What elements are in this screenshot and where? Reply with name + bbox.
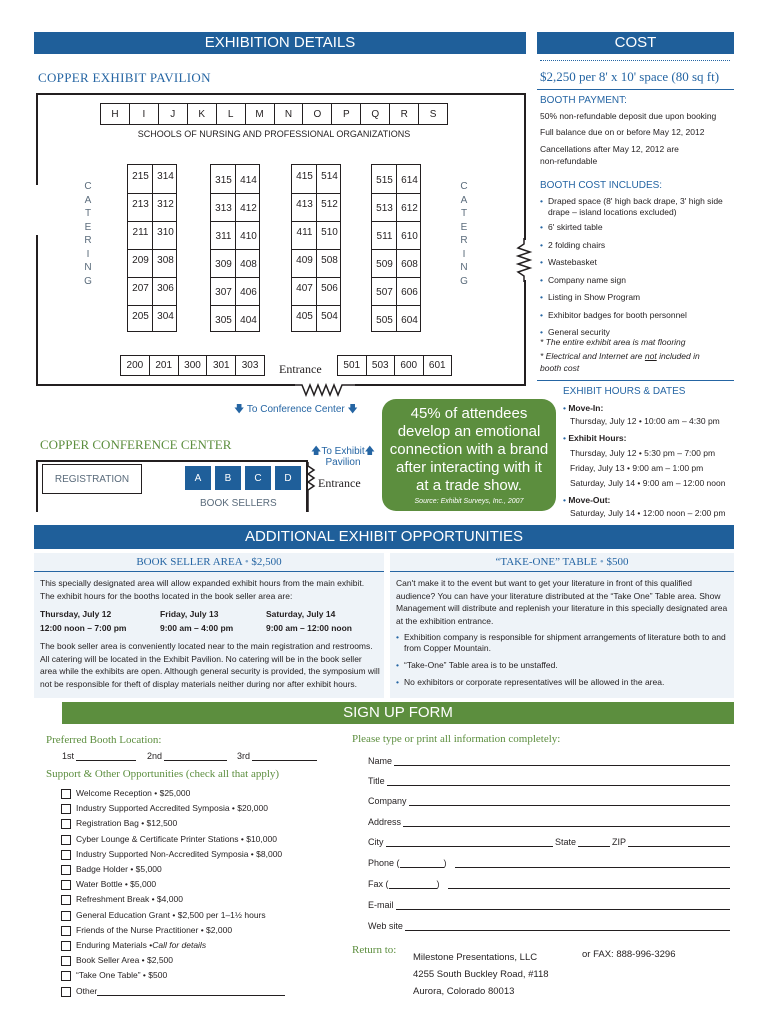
includes-item: • 6' skirted table — [540, 222, 732, 233]
letter-booth: N — [274, 104, 303, 124]
title-field[interactable]: Title — [368, 776, 730, 786]
booth-504: 504 — [321, 311, 338, 322]
option-label: Refreshment Break • $4,000 — [76, 894, 183, 905]
note-mat-flooring: * The entire exhibit area is mat flooring — [540, 337, 686, 347]
callout-text: 45% of attendees develop an emotional connection with a brand after interacting with it at a trade show. — [389, 405, 549, 494]
letter-booths-row — [100, 103, 448, 125]
option-checkbox[interactable] — [61, 987, 71, 997]
letter-booth: S — [418, 104, 447, 124]
booth-513: 513 — [376, 203, 393, 214]
booth-406: 406 — [240, 287, 257, 298]
take-one-bullet: • “Take-One” Table area is to be unstaffed. — [396, 660, 730, 671]
booth-503: 503 — [366, 356, 395, 375]
option-checkbox[interactable] — [61, 819, 71, 829]
catering-letter: G — [84, 275, 92, 287]
booth-415: 415 — [296, 171, 313, 182]
catering-letter: I — [462, 248, 466, 260]
booth-612: 612 — [401, 203, 418, 214]
bottom-booths-right — [337, 355, 452, 376]
catering-letter: R — [460, 235, 468, 246]
preferred-location-title: Preferred Booth Location: — [46, 734, 162, 746]
down-arrow-icon: 🡇 — [347, 404, 358, 415]
booth-A: A — [185, 466, 211, 490]
return-fax: or FAX: 888-996-3296 — [582, 949, 676, 960]
booth-price: $2,250 per 8' x 10' space (80 sq ft) — [540, 69, 720, 84]
book-day-3: Saturday, July 14 9:00 am – 12:00 noon — [266, 609, 352, 633]
booth-column — [371, 164, 421, 332]
booth-313: 313 — [215, 203, 232, 214]
catering-letter: E — [84, 221, 92, 233]
email-field[interactable]: E-mail — [368, 900, 730, 910]
option-label: Industry Supported Accredited Symposia • $20,000 — [76, 803, 268, 814]
option-label: Book Seller Area • $2,500 — [76, 955, 174, 966]
address-field[interactable]: Address — [368, 817, 730, 827]
book-day-1: Thursday, July 12 12:00 noon – 7:00 pm — [40, 609, 127, 633]
booth-301: 301 — [206, 356, 235, 375]
booth-315: 315 — [215, 175, 232, 186]
option-checkbox[interactable] — [61, 911, 71, 921]
registration-area: REGISTRATION — [42, 464, 142, 494]
booth-row-divider — [128, 221, 176, 222]
booth-C: C — [245, 466, 271, 490]
booth-row-divider — [372, 221, 420, 222]
booth-row-divider — [372, 305, 420, 306]
booth-312: 312 — [157, 199, 174, 210]
booth-405: 405 — [296, 311, 313, 322]
catering-letter: A — [84, 194, 92, 206]
option-checkbox[interactable] — [61, 865, 71, 875]
booth-508: 508 — [321, 255, 338, 266]
booth-row-divider — [128, 249, 176, 250]
option-checkbox[interactable] — [61, 804, 71, 814]
option-label: Cyber Lounge & Certificate Printer Stations • $10,000 — [76, 833, 277, 844]
includes-item: • Exhibitor badges for booth personnel — [540, 310, 732, 321]
call-for-details: Call for details — [152, 940, 207, 950]
take-one-bullet: • Exhibition company is responsible for shipment arrangements of literature both to and from Copper Mountain. — [396, 632, 730, 654]
catering-left — [80, 180, 96, 288]
conference-entrance-break — [306, 462, 316, 512]
option-label: Industry Supported Non-Accredited Symposia • $8,000 — [76, 848, 283, 859]
booth-row-divider — [292, 277, 340, 278]
pref-2nd-field[interactable]: 2nd — [147, 751, 227, 761]
take-one-bullet: • No exhibitors or corporate representatives will be allowed in the area. — [396, 677, 730, 688]
pavilion-title: COPPER EXHIBIT PAVILION — [38, 70, 211, 85]
letter-booth: P — [331, 104, 360, 124]
booth-row-divider — [292, 221, 340, 222]
letter-booth: L — [216, 104, 245, 124]
catering-letter: I — [86, 248, 90, 260]
booth-column-divider — [235, 165, 236, 331]
booth-507: 507 — [376, 287, 393, 298]
booth-213: 213 — [132, 199, 149, 210]
booth-604: 604 — [401, 315, 418, 326]
booth-511: 511 — [376, 231, 393, 242]
map-left-gap — [34, 185, 40, 235]
booth-412: 412 — [240, 203, 257, 214]
catering-letter: R — [84, 235, 92, 246]
option-checkbox[interactable] — [61, 941, 71, 951]
booth-column — [210, 164, 260, 332]
booth-row-divider — [211, 305, 259, 306]
fax-field[interactable]: Fax ( ) — [368, 879, 730, 889]
booth-211: 211 — [132, 227, 149, 238]
letter-booth: H — [111, 108, 119, 120]
catering-right — [456, 180, 472, 288]
please-print: Please type or print all information completely: — [352, 733, 561, 745]
letter-booth: O — [302, 104, 331, 124]
payment-line-1: 50% non-refundable deposit due upon booking — [540, 111, 717, 121]
booth-205: 205 — [132, 311, 149, 322]
booth-505: 505 — [376, 315, 393, 326]
booth-305: 305 — [215, 315, 232, 326]
includes-item: • General security — [540, 327, 732, 338]
booth-408: 408 — [240, 259, 257, 270]
booth-row-divider — [128, 193, 176, 194]
includes-item: • 2 folding chairs — [540, 240, 732, 251]
booth-515: 515 — [376, 175, 393, 186]
phone-field[interactable]: Phone ( ) — [368, 858, 730, 868]
booth-410: 410 — [240, 231, 257, 242]
city-field[interactable]: City — [368, 837, 553, 847]
includes-title: BOOTH COST INCLUDES: — [540, 180, 663, 191]
booth-row-divider — [211, 277, 259, 278]
booth-506: 506 — [321, 283, 338, 294]
catering-letter: C — [84, 181, 92, 192]
booth-413: 413 — [296, 199, 313, 210]
book-sellers-label: BOOK SELLERS — [200, 498, 277, 509]
catering-letter: G — [460, 275, 468, 287]
catering-letter: E — [460, 221, 468, 233]
booth-510: 510 — [321, 227, 338, 238]
return-to-label: Return to: — [352, 944, 397, 956]
catering-letter: T — [460, 208, 468, 219]
letter-booth: R — [389, 104, 418, 124]
cost-dotted-divider — [540, 60, 730, 61]
payment-line-3: Cancellations after May 12, 2012 are non-refundable — [540, 144, 679, 166]
to-conference-center[interactable]: 🡇 To Conference Center 🡇 — [234, 404, 358, 415]
conference-title: COPPER CONFERENCE CENTER — [40, 437, 232, 452]
includes-item: • Company name sign — [540, 275, 732, 286]
booth-row-divider — [128, 277, 176, 278]
book-seller-body: The book seller area is conveniently located near to the main registration and restrooms. All catering will be located in the Exhibit Pavilion. No catering will be in the book seller area while the exhibits are open. Although general security is provided, the symposium will not be responsible for theft of display materials neither during nor after exhibit hours. — [40, 641, 380, 689]
booth-row-divider — [211, 193, 259, 194]
booth-column — [291, 164, 341, 332]
booth-column-divider — [396, 165, 397, 331]
catering-letter: N — [460, 262, 468, 273]
booth-201: 201 — [149, 356, 178, 375]
booth-606: 606 — [401, 287, 418, 298]
letter-booth: Q — [360, 104, 389, 124]
booth-614: 614 — [401, 175, 418, 186]
option-label: Enduring Materials • Call for details — [76, 940, 207, 950]
attendees-callout — [382, 399, 556, 511]
letter-booth: K — [187, 104, 216, 124]
sign-up-header: SIGN UP FORM — [62, 702, 734, 724]
booth-row-divider — [292, 305, 340, 306]
option-checkbox[interactable] — [61, 971, 71, 981]
booth-row-divider — [372, 277, 420, 278]
option-label: Other — [76, 986, 285, 996]
booth-608: 608 — [401, 259, 418, 270]
booth-209: 209 — [132, 255, 149, 266]
booth-600: 600 — [394, 356, 423, 375]
booth-B: B — [215, 466, 241, 490]
booth-610: 610 — [401, 231, 418, 242]
booth-509: 509 — [376, 259, 393, 270]
booth-309: 309 — [215, 259, 232, 270]
includes-item: • Wastebasket — [540, 257, 732, 268]
booth-314: 314 — [157, 171, 174, 182]
booth-row-divider — [372, 249, 420, 250]
booth-row-divider — [372, 193, 420, 194]
option-checkbox[interactable] — [61, 895, 71, 905]
option-checkbox[interactable] — [61, 956, 71, 966]
website-field[interactable]: Web site — [368, 921, 730, 931]
letter-booth: I — [129, 104, 158, 124]
hours-divider — [537, 380, 734, 381]
option-checkbox[interactable] — [61, 835, 71, 845]
booth-601: 601 — [423, 356, 452, 375]
option-label: Registration Bag • $12,500 — [76, 818, 178, 829]
booth-303: 303 — [235, 356, 264, 375]
booth-row-divider — [292, 193, 340, 194]
payment-line-2: Full balance due on or before May 12, 2012 — [540, 127, 705, 137]
booth-300: 300 — [178, 356, 207, 375]
cost-header: COST — [537, 32, 734, 54]
booth-404: 404 — [240, 315, 257, 326]
pref-1st-field[interactable]: 1st — [62, 751, 136, 761]
booth-310: 310 — [157, 227, 174, 238]
catering-letter: N — [84, 262, 92, 273]
company-field[interactable]: Company — [368, 796, 730, 806]
option-label: “Take One Table” • $500 — [76, 970, 168, 981]
booth-payment-title: BOOTH PAYMENT: — [540, 95, 627, 106]
option-checkbox[interactable] — [61, 880, 71, 890]
option-label: Friends of the Nurse Practitioner • $2,000 — [76, 924, 233, 935]
other-line[interactable] — [97, 987, 285, 996]
booth-414: 414 — [240, 175, 257, 186]
book-seller-booths — [185, 466, 305, 490]
booth-501: 501 — [343, 360, 361, 371]
support-title: Support & Other Opportunities (check all that apply) — [46, 768, 280, 780]
booth-row-divider — [128, 305, 176, 306]
down-arrow-icon: 🡇 — [234, 404, 245, 415]
hours-block: • Move-In: Thursday, July 12 • 10:00 am – 4:30 pm • Exhibit Hours: Thursday, July 12 • 5:30 pm – 7:00 pm Friday, July 13 • 9:00 am – 1:00 pm Saturday, July 14 • 9:00 am – 12:00 noon • Move-Out: Saturday, July 14 • 12:00 noon – 2:00 pm — [563, 403, 726, 518]
take-one-title: “TAKE-ONE” TABLE • $500 — [390, 556, 734, 572]
option-checkbox[interactable] — [61, 789, 71, 799]
booth-306: 306 — [157, 283, 174, 294]
up-arrow-icon: 🡅 — [364, 446, 375, 457]
return-address: Milestone Presentations, LLC 4255 South Buckley Road, #118 Aurora, Colorado 80013 — [413, 952, 549, 997]
book-seller-intro: This specially designated area will allow expanded exhibit hours from the main exhibit. The exhibit hours for the booths located in the book seller area are: — [40, 578, 365, 601]
option-label: Badge Holder • $5,000 — [76, 864, 162, 874]
booth-column — [127, 164, 177, 332]
booth-512: 512 — [321, 199, 338, 210]
cost-divider — [537, 89, 734, 90]
hours-title: EXHIBIT HOURS & DATES — [563, 386, 686, 397]
take-one-intro: Can't make it to the event but want to get your literature in front of this qualified audience? You can have your literature distributed at the “Take One” Table area. Show Management will distribute and replenish your literature in this specially designated area at the exhibition entrance. — [396, 578, 728, 626]
booth-514: 514 — [321, 171, 338, 182]
entrance-break — [294, 383, 356, 397]
to-exhibit-pavilion[interactable]: 🡅To Exhibit🡅 Pavilion — [311, 446, 375, 468]
callout-source: Source: Exhibit Surveys, Inc., 2007 — [414, 498, 524, 505]
booth-308: 308 — [157, 255, 174, 266]
booth-409: 409 — [296, 255, 313, 266]
booth-200: 200 — [126, 360, 144, 371]
booth-row-divider — [211, 221, 259, 222]
booth-304: 304 — [157, 311, 174, 322]
catering-letter: A — [460, 194, 468, 206]
booth-307: 307 — [215, 287, 232, 298]
exhibition-details-header: EXHIBITION DETAILS — [34, 32, 526, 54]
booth-207: 207 — [132, 283, 149, 294]
catering-letter: C — [460, 181, 468, 192]
letter-booth: J — [158, 104, 187, 124]
booth-column-divider — [316, 165, 317, 331]
book-day-2: Friday, July 13 9:00 am – 4:00 pm — [160, 609, 234, 633]
booth-411: 411 — [296, 227, 313, 238]
up-arrow-icon: 🡅 — [311, 446, 322, 457]
additional-header: ADDITIONAL EXHIBIT OPPORTUNITIES — [34, 525, 734, 549]
book-seller-title: BOOK SELLER AREA • $2,500 — [34, 556, 384, 572]
booth-407: 407 — [296, 283, 313, 294]
includes-item: • Draped space (8' high back drape, 3' high side drape – island locations excluded) — [540, 196, 732, 218]
booth-311: 311 — [215, 231, 232, 242]
option-label: Welcome Reception • $25,000 — [76, 788, 191, 798]
state-field[interactable]: State — [555, 837, 610, 847]
booth-row-divider — [211, 249, 259, 250]
bottom-booths-left — [120, 355, 265, 376]
booth-D: D — [275, 466, 301, 490]
note-electrical: * Electrical and Internet are not included in booth cost — [540, 351, 700, 373]
includes-item: • Listing in Show Program — [540, 292, 732, 303]
includes-list — [540, 196, 732, 345]
take-one-bullets — [396, 632, 730, 694]
conference-entrance-label: Entrance — [318, 476, 361, 490]
option-checkbox[interactable] — [61, 850, 71, 860]
name-field[interactable]: Name — [368, 756, 730, 766]
catering-letter: T — [84, 208, 92, 219]
map-wall-break — [514, 238, 534, 282]
schools-label: SCHOOLS OF NURSING AND PROFESSIONAL ORGANIZATIONS — [137, 129, 411, 139]
pavilion-entrance-label: Entrance — [279, 362, 322, 376]
booth-215: 215 — [132, 171, 149, 182]
option-label: Water Bottle • $5,000 — [76, 879, 157, 890]
booth-column-divider — [152, 165, 153, 331]
option-label: General Education Grant • $2,500 per 1–1½ hours — [76, 909, 266, 920]
zip-field[interactable]: ZIP — [612, 837, 730, 847]
option-checkbox[interactable] — [61, 926, 71, 936]
booth-row-divider — [292, 249, 340, 250]
pref-3rd-field[interactable]: 3rd — [237, 751, 317, 761]
letter-booth: M — [245, 104, 274, 124]
